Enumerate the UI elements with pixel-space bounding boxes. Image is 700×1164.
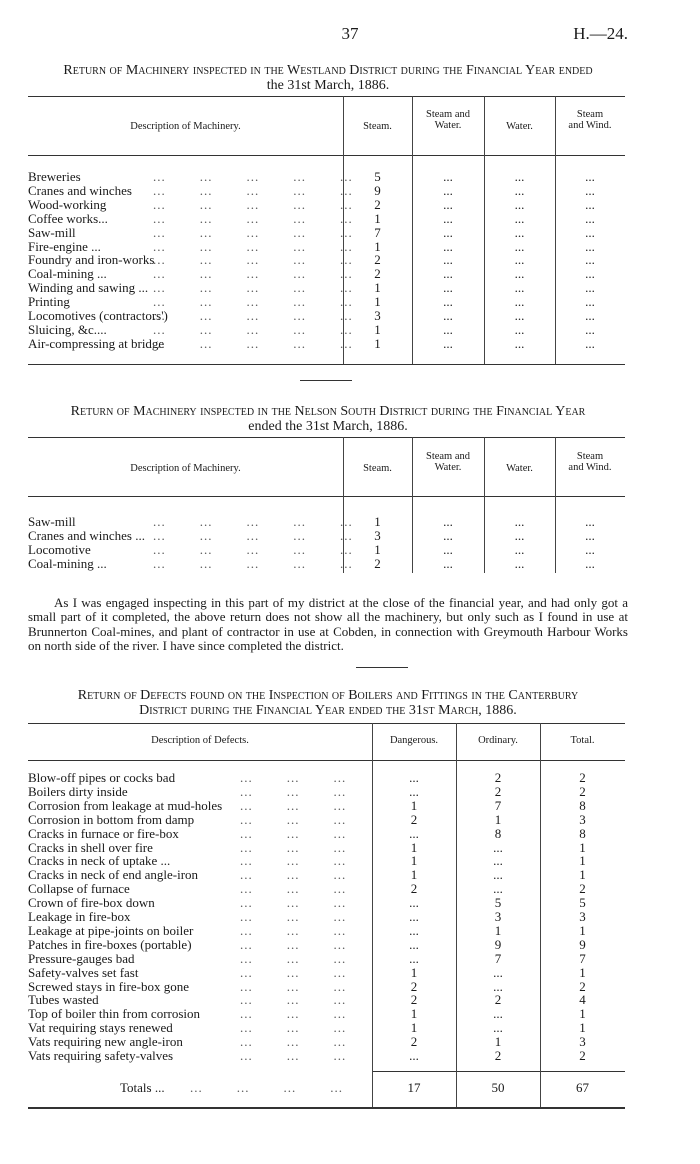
row-label: Wood-working <box>28 196 107 212</box>
table1-row <box>28 267 625 281</box>
cell-d: 1 <box>410 1006 418 1022</box>
cell-sw: ... <box>443 182 453 198</box>
cell-d: ... <box>409 922 419 938</box>
cell-water: ... <box>514 514 525 529</box>
cell-sw: ... <box>443 514 453 529</box>
cell-steam: 5 <box>374 169 381 184</box>
table1-row <box>28 281 625 295</box>
cell-d: ... <box>409 895 419 911</box>
cell-water: ... <box>514 210 525 226</box>
table1-row <box>28 184 625 198</box>
table2-col-description: Description of Machinery. <box>130 463 241 474</box>
dot-leader: ... ... ... <box>240 797 347 813</box>
cell-d: 1 <box>410 839 418 855</box>
cell-d: 2 <box>410 1034 418 1050</box>
cell-sw: ... <box>443 169 453 184</box>
dot-leader: ... ... ... <box>240 950 347 966</box>
row-label: Vats requiring safety-valves <box>28 1048 174 1063</box>
table1-row <box>28 198 625 212</box>
dot-leader: ... ... ... ... ... <box>153 238 353 254</box>
cell-swind: ... <box>585 169 595 184</box>
table2-header-rule <box>28 496 625 497</box>
dot-leader: ... ... ... ... ... <box>153 527 353 543</box>
row-label: Printing <box>28 294 70 310</box>
dot-leader: ... ... ... ... ... <box>153 210 353 226</box>
table3-row <box>28 993 625 1007</box>
table3-totals-rule <box>372 1071 625 1072</box>
cell-t: 1 <box>579 964 586 980</box>
table3-row <box>28 882 625 896</box>
table2-col-steam-water: Steam and Water. <box>425 451 471 473</box>
table2-top-rule <box>28 437 625 438</box>
cell-d: 1 <box>410 964 418 980</box>
table3-row <box>28 910 625 924</box>
dot-leader: ... ... ... ... ... <box>153 555 353 571</box>
cell-steam: 2 <box>374 252 381 268</box>
table3-row <box>28 841 625 855</box>
cell-t: 3 <box>579 1034 586 1050</box>
row-label: Vats requiring new angle-iron <box>28 1034 183 1050</box>
row-label: Coal-mining ... <box>28 555 107 571</box>
cell-o: 7 <box>494 797 502 813</box>
cell-t: 1 <box>579 867 586 883</box>
cell-swind: ... <box>585 335 595 351</box>
row-label: Saw-mill <box>28 224 76 240</box>
cell-d: ... <box>409 909 419 924</box>
cell-t: 2 <box>579 1048 586 1063</box>
dot-leader: ... ... ... ... ... <box>153 196 353 212</box>
cell-d: 2 <box>410 978 418 994</box>
table1-row <box>28 337 625 351</box>
cell-swind: ... <box>585 266 595 282</box>
table2-col-steam-wind: Steam and Wind. <box>568 451 612 473</box>
cell-o: 7 <box>494 950 502 966</box>
table2-note: As I was engaged inspecting in this part of my district at the close of the financial year, and had only got a small part of it completed, the above return does not show all the machinery, but only such as I found in use at Brunnerton Coal-mines, and plant of contractor in use at Cobden, in connection with Greymouth Harbour Works on north side of the river. I have since completed the district. <box>28 595 628 653</box>
table3-row <box>28 771 625 785</box>
table1-col-steam-wind: Steam and Wind. <box>568 109 612 131</box>
row-label: Leakage in fire-box <box>28 909 131 924</box>
table3-title-line2: District during the Financial Year ended the 31st March, 1886. <box>139 703 517 718</box>
cell-o: ... <box>493 978 503 994</box>
cell-swind: ... <box>585 321 595 337</box>
cell-water: ... <box>514 169 525 184</box>
cell-steam: 1 <box>374 514 381 529</box>
dot-leader: ... ... ... ... ... <box>153 514 353 529</box>
table1-row <box>28 240 625 254</box>
dot-leader: ... ... ... ... ... <box>153 252 353 268</box>
cell-t: 5 <box>579 895 586 911</box>
row-label: Foundry and iron-works <box>28 252 155 268</box>
cell-o: ... <box>493 1006 503 1022</box>
table3-row <box>28 827 625 841</box>
cell-steam: 1 <box>374 321 381 337</box>
row-label: Cracks in neck of end angle-iron <box>28 867 199 883</box>
cell-d: 1 <box>410 867 418 883</box>
cell-t: 3 <box>579 811 586 827</box>
row-label: Breweries <box>28 169 81 184</box>
table3-row <box>28 896 625 910</box>
table3-bottom-rule <box>28 1107 625 1109</box>
cell-d: 1 <box>410 853 418 869</box>
cell-swind: ... <box>585 514 595 529</box>
table1-row <box>28 170 625 184</box>
cell-d: ... <box>409 783 419 799</box>
cell-o: ... <box>493 839 503 855</box>
dot-leader: ... ... ... ... ... <box>153 182 353 198</box>
cell-sw: ... <box>443 252 453 268</box>
table1-top-rule <box>28 96 625 97</box>
cell-steam: 2 <box>374 266 381 282</box>
cell-steam: 1 <box>374 541 381 557</box>
cell-d: 1 <box>410 797 418 813</box>
table2-title-line1: Return of Machinery inspected in the Nelson South District during the Financial Year <box>70 404 586 419</box>
row-label: Collapse of furnace <box>28 881 130 897</box>
cell-water: ... <box>514 196 525 212</box>
dot-leader: ... ... ... <box>240 867 347 883</box>
cell-o: 1 <box>494 811 502 827</box>
table1-col-water: Water. <box>506 121 533 132</box>
table3-row <box>28 1049 625 1063</box>
row-label: Screwed stays in fire-box gone <box>28 978 190 994</box>
dot-leader: ... ... ... <box>240 978 347 994</box>
row-label: Sluicing, &c.... <box>28 321 107 337</box>
dot-leader: ... ... ... <box>240 922 347 938</box>
row-label: Air-compressing at bridge <box>28 335 165 351</box>
section-separator <box>356 667 408 668</box>
row-label: Crown of fire-box down <box>28 895 155 911</box>
table3-col-ordinary: Ordinary. <box>478 735 518 746</box>
cell-t: 1 <box>579 853 586 869</box>
table3-top-rule <box>28 723 625 724</box>
cell-t: 1 <box>579 1020 586 1036</box>
cell-o: 3 <box>494 909 502 924</box>
table3-total-total: 67 <box>576 1080 589 1095</box>
table1-col-steam-water: Steam and Water. <box>425 109 471 131</box>
table1-row <box>28 212 625 226</box>
table3-row <box>28 813 625 827</box>
row-label: Cracks in shell over fire <box>28 839 153 855</box>
cell-t: 2 <box>579 978 586 994</box>
table3-total-dangerous: 17 <box>407 1080 421 1095</box>
cell-steam: 1 <box>374 280 381 296</box>
cell-t: 1 <box>579 839 586 855</box>
row-label: Winding and sawing ... <box>28 280 149 296</box>
cell-steam: 2 <box>374 196 381 212</box>
dot-leader: ... ... ... <box>240 1006 347 1022</box>
dot-leader: ... ... ... ... ... <box>153 224 353 240</box>
table3-title-line1: Return of Defects found on the Inspection of Boilers and Fittings in the Canterbury <box>77 688 579 703</box>
cell-swind: ... <box>585 294 595 310</box>
table3-row <box>28 1035 625 1049</box>
table3-totals-label: Totals ... <box>120 1080 165 1095</box>
dot-leader: ... ... ... <box>240 811 347 827</box>
dot-leader: ... ... ... <box>240 1034 347 1050</box>
cell-steam: 1 <box>374 210 381 226</box>
document-reference: H.—24. <box>573 24 628 43</box>
cell-t: 8 <box>579 797 586 813</box>
cell-sw: ... <box>443 541 453 557</box>
cell-t: 8 <box>579 825 586 841</box>
cell-swind: ... <box>585 280 595 296</box>
table3-row <box>28 1007 625 1021</box>
cell-steam: 1 <box>374 238 381 254</box>
row-label: Cracks in furnace or fire-box <box>28 825 179 841</box>
cell-sw: ... <box>443 280 453 296</box>
dot-leader: ... ... ... ... ... <box>153 294 353 310</box>
section-separator <box>300 380 352 381</box>
cell-d: ... <box>409 1048 419 1063</box>
cell-t: 1 <box>579 1006 586 1022</box>
cell-water: ... <box>514 321 525 337</box>
row-label: Coal-mining ... <box>28 266 107 282</box>
row-label: Fire-engine ... <box>28 238 101 254</box>
cell-t: 9 <box>579 936 586 952</box>
cell-t: 1 <box>579 922 586 938</box>
dot-leader: ... ... ... <box>240 909 347 924</box>
cell-water: ... <box>514 252 525 268</box>
table2-row <box>28 557 625 571</box>
table1-bottom-rule <box>28 364 625 365</box>
table3-row <box>28 785 625 799</box>
row-label: Cranes and winches ... <box>28 527 145 543</box>
cell-water: ... <box>514 266 525 282</box>
row-label: Corrosion in bottom from damp <box>28 811 195 827</box>
table1-col-description: Description of Machinery. <box>130 121 241 132</box>
cell-sw: ... <box>443 321 453 337</box>
row-label: Vat requiring stays renewed <box>28 1020 173 1036</box>
dot-leader: ... ... ... ... ... <box>153 169 353 184</box>
cell-t: 2 <box>579 881 586 897</box>
cell-water: ... <box>514 294 525 310</box>
row-label: Patches in fire-boxes (portable) <box>28 936 192 952</box>
table3-row <box>28 938 625 952</box>
cell-o: 2 <box>494 1048 502 1063</box>
table2-col-water: Water. <box>506 463 533 474</box>
cell-t: 2 <box>579 770 586 785</box>
cell-swind: ... <box>585 210 595 226</box>
cell-sw: ... <box>443 555 453 571</box>
cell-swind: ... <box>585 182 595 198</box>
cell-t: 2 <box>579 783 586 799</box>
dot-leader: ... ... ... <box>240 895 347 911</box>
table3-total-ordinary: 50 <box>491 1080 505 1095</box>
row-label: Locomotives (contractors') <box>28 308 168 323</box>
table3-row <box>28 1021 625 1035</box>
cell-sw: ... <box>443 294 453 310</box>
dot-leader: ... ... ... <box>240 825 347 841</box>
cell-swind: ... <box>585 224 595 240</box>
cell-d: ... <box>409 825 419 841</box>
table1-header-rule <box>28 155 625 156</box>
cell-o: ... <box>493 964 503 980</box>
cell-steam: 2 <box>374 555 381 571</box>
cell-o: 1 <box>494 922 502 938</box>
row-label: Blow-off pipes or cocks bad <box>28 770 176 785</box>
cell-water: ... <box>514 308 525 323</box>
cell-o: ... <box>493 853 503 869</box>
dot-leader: ... ... ... ... ... <box>153 335 353 351</box>
table3-row <box>28 799 625 813</box>
cell-sw: ... <box>443 224 453 240</box>
dot-leader: ... ... ... <box>240 881 347 897</box>
row-label: Safety-valves set fast <box>28 964 139 980</box>
cell-water: ... <box>514 335 525 351</box>
page-number: 37 <box>341 24 359 43</box>
row-label: Top of boiler thin from corrosion <box>28 1006 201 1022</box>
cell-d: ... <box>409 950 419 966</box>
row-label: Coffee works... <box>28 210 108 226</box>
cell-water: ... <box>514 238 525 254</box>
cell-water: ... <box>514 541 525 557</box>
table3-row <box>28 980 625 994</box>
cell-steam: 7 <box>374 224 381 240</box>
table1-row <box>28 253 625 267</box>
cell-d: ... <box>409 936 419 952</box>
table3-col-description: Description of Defects. <box>151 735 249 746</box>
cell-sw: ... <box>443 266 453 282</box>
cell-water: ... <box>514 280 525 296</box>
cell-sw: ... <box>443 196 453 212</box>
dot-leader: ... ... ... ... ... <box>153 541 353 557</box>
dot-leader: ... ... ... <box>240 853 347 869</box>
table3-row <box>28 868 625 882</box>
cell-t: 7 <box>579 950 586 966</box>
cell-o: ... <box>493 867 503 883</box>
cell-d: ... <box>409 770 419 785</box>
cell-water: ... <box>514 527 525 543</box>
cell-swind: ... <box>585 196 595 212</box>
row-label: Pressure-gauges bad <box>28 950 135 966</box>
cell-sw: ... <box>443 308 453 323</box>
table2-row <box>28 529 625 543</box>
cell-d: 2 <box>410 881 418 897</box>
row-label: Tubes wasted <box>28 992 99 1008</box>
cell-swind: ... <box>585 527 595 543</box>
cell-water: ... <box>514 555 525 571</box>
table1-row <box>28 309 625 323</box>
dot-leader: ... ... ... ... ... <box>153 321 353 337</box>
cell-t: 3 <box>579 909 586 924</box>
table1-title-line1: Return of Machinery inspected in the Westland District during the Financial Year ended <box>63 63 593 78</box>
cell-sw: ... <box>443 238 453 254</box>
cell-swind: ... <box>585 252 595 268</box>
cell-o: 8 <box>494 825 502 841</box>
table1-row <box>28 295 625 309</box>
table1-col-steam: Steam. <box>363 121 392 132</box>
cell-swind: ... <box>585 308 595 323</box>
cell-o: 2 <box>494 770 502 785</box>
cell-steam: 1 <box>374 335 381 351</box>
table2-row <box>28 543 625 557</box>
cell-water: ... <box>514 182 525 198</box>
cell-o: 1 <box>494 1034 502 1050</box>
table3-header-rule <box>28 760 625 761</box>
cell-swind: ... <box>585 238 595 254</box>
cell-water: ... <box>514 224 525 240</box>
cell-swind: ... <box>585 555 595 571</box>
dot-leader: ... ... ... <box>240 1020 347 1036</box>
row-label: Cracks in neck of uptake ... <box>28 853 171 869</box>
cell-o: 9 <box>494 936 502 952</box>
table1-row <box>28 226 625 240</box>
cell-steam: 9 <box>374 182 381 198</box>
dot-leader: ... ... ... <box>240 992 347 1008</box>
cell-o: 5 <box>494 895 502 911</box>
table3-col-dangerous: Dangerous. <box>389 735 439 746</box>
table3-row <box>28 854 625 868</box>
cell-t: 4 <box>579 992 586 1008</box>
table3-row <box>28 966 625 980</box>
dot-leader: ... ... ... <box>240 1048 347 1063</box>
table3-row <box>28 924 625 938</box>
table3-col-total: Total. <box>570 735 595 746</box>
cell-d: 2 <box>410 992 418 1008</box>
cell-d: 1 <box>410 1020 418 1036</box>
table2-row <box>28 515 625 529</box>
dot-leader: ... ... ... <box>240 964 347 980</box>
table1-row <box>28 323 625 337</box>
cell-sw: ... <box>443 335 453 351</box>
row-label: Saw-mill <box>28 514 76 529</box>
dot-leader: ... ... ... <box>240 770 347 785</box>
cell-o: 2 <box>494 992 502 1008</box>
cell-steam: 3 <box>374 308 381 323</box>
cell-steam: 3 <box>374 527 381 543</box>
cell-swind: ... <box>585 541 595 557</box>
row-label: Cranes and winches <box>28 182 132 198</box>
cell-o: ... <box>493 881 503 897</box>
cell-o: ... <box>493 1020 503 1036</box>
dot-leader: ... ... ... ... ... <box>153 280 353 296</box>
cell-o: 2 <box>494 783 502 799</box>
row-label: Corrosion from leakage at mud-holes <box>28 797 223 813</box>
table3-totals-leader: ... ... ... ... <box>190 1080 343 1095</box>
row-label: Locomotive <box>28 541 91 557</box>
dot-leader: ... ... ... <box>240 783 347 799</box>
cell-sw: ... <box>443 210 453 226</box>
table1-title-line2: the 31st March, 1886. <box>266 78 390 93</box>
dot-leader: ... ... ... ... ... <box>153 308 353 323</box>
table2-title-line2: ended the 31st March, 1886. <box>248 419 408 434</box>
row-label: Leakage at pipe-joints on boiler <box>28 922 194 938</box>
dot-leader: ... ... ... <box>240 839 347 855</box>
row-label: Boilers dirty inside <box>28 783 128 799</box>
dot-leader: ... ... ... ... ... <box>153 266 353 282</box>
table3-row <box>28 952 625 966</box>
cell-sw: ... <box>443 527 453 543</box>
dot-leader: ... ... ... <box>240 936 347 952</box>
cell-d: 2 <box>410 811 418 827</box>
cell-steam: 1 <box>374 294 381 310</box>
table2-col-steam: Steam. <box>363 463 392 474</box>
